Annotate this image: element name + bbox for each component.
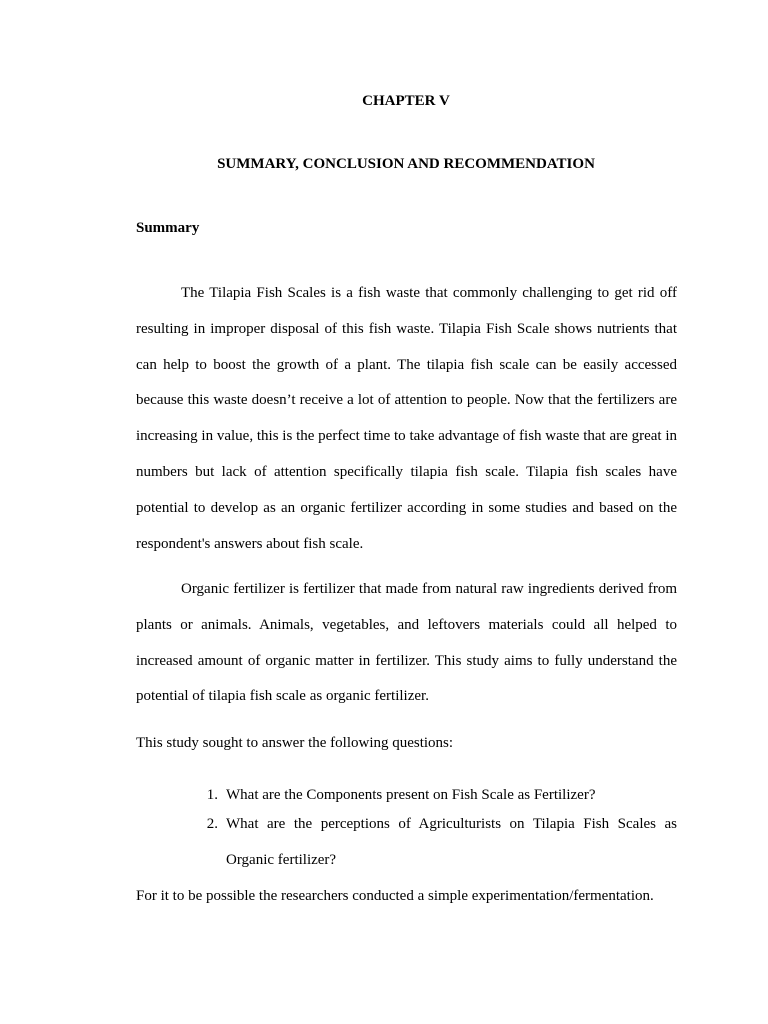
summary-paragraph: The Tilapia Fish Scales is a fish waste that commonly challenging to get rid off resulting in improper disposal of this fish waste. Tilapia Fish Scale shows nutrients that can help to boost the growth of a plant. The tilapia fish scale can be easily accessed because this waste doesn’t receive a lot of attention to people. Now that the fertilizers are increasing in value, this is the perfect time to take advantage of fish waste that are great in numbers but lack of attention specifically tilapia fish scale. Tilapia fish scales have potential to develop as an organic fertilizer according in some studies and based on the respondent's answers about fish scale.	[136, 285, 677, 552]
question-number: 2.	[206, 816, 218, 832]
chapter-title: CHAPTER V	[362, 93, 450, 109]
summary-paragraph: Organic fertilizer is fertilizer that made from natural raw ingredients derived from plants or animals. Animals, vegetables, and leftovers materials could all helped to increased amount of organic matter in fertilizer. This study aims to fully understand the potential of tilapia fish scale as organic fertilizer.	[136, 581, 677, 705]
question-number: 1.	[206, 787, 218, 803]
chapter-subtitle: SUMMARY, CONCLUSION AND RECOMMENDATION	[217, 156, 595, 172]
question-text: What are the perceptions of Agriculturists on Tilapia Fish Scales as Organic fertilizer?	[226, 816, 677, 868]
section-heading: Summary	[136, 220, 200, 236]
question-list-item	[200, 807, 677, 879]
closing-line: For it to be possible the researchers conducted a simple experimentation/fermentation.	[136, 888, 654, 904]
questions-intro: This study sought to answer the following questions:	[136, 735, 454, 751]
question-text: What are the Components present on Fish Scale as Fertilizer?	[226, 787, 596, 803]
